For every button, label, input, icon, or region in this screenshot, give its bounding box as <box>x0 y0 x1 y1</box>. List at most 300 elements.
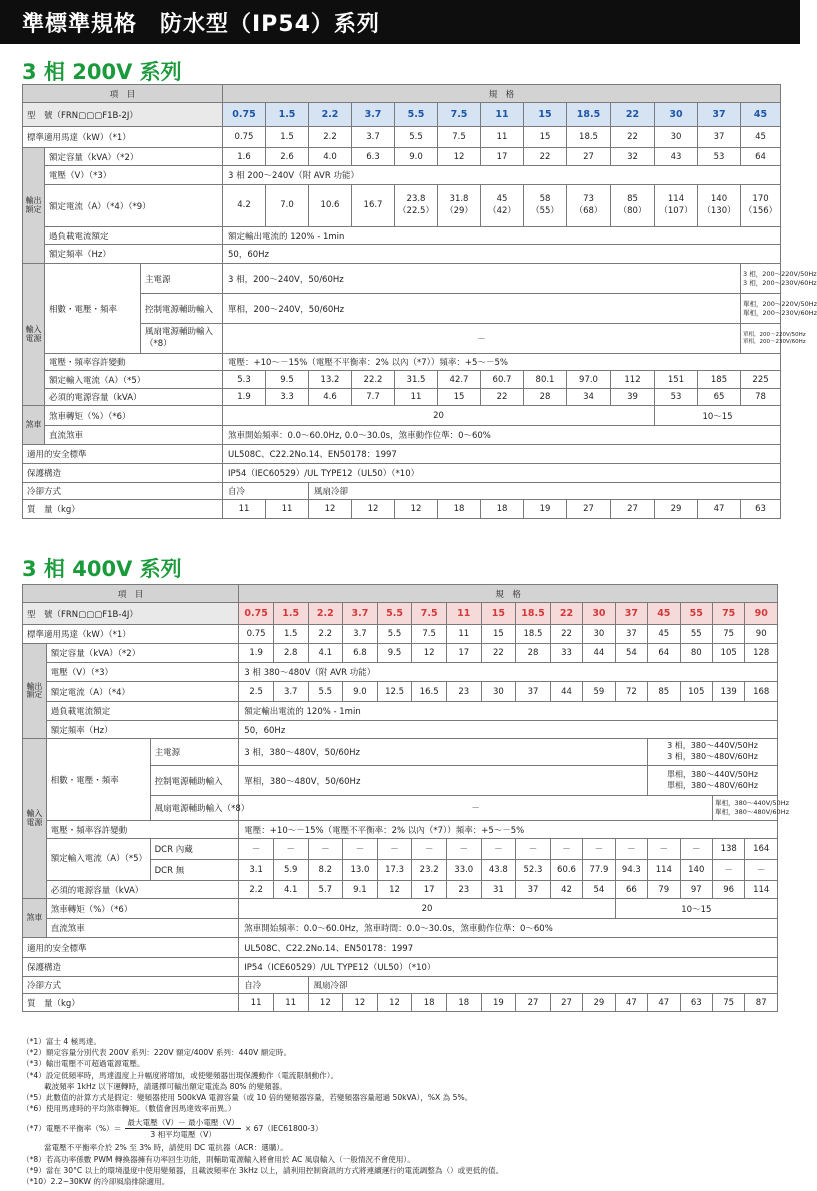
mass-cell: 18 <box>481 500 524 519</box>
current-cell: 23.8 （22.5） <box>395 185 438 227</box>
header-spec: 規 格 <box>239 585 778 603</box>
mass-cell: 27 <box>567 500 611 519</box>
motor-cell: 45 <box>741 127 781 148</box>
input-current-cell: 151 <box>655 371 698 389</box>
motor-cell: 18.5 <box>567 127 611 148</box>
model-cell: 7.5 <box>412 603 447 625</box>
motor-cell: 30 <box>583 625 615 644</box>
row-power-capacity <box>23 389 781 406</box>
capacity-cell: 2.8 <box>273 644 308 663</box>
row-tolerance <box>23 354 781 371</box>
power-cell: 1.9 <box>223 389 266 406</box>
power-cell: 17 <box>412 881 447 899</box>
footnote: （*1）富士 4 極馬達。 <box>22 1037 102 1046</box>
capacity-cell: 6.8 <box>343 644 378 663</box>
footnotes <box>22 1036 782 1187</box>
row-label: 冷卻方式 <box>23 483 223 500</box>
main-power-note: 3 相，380～440V/50Hz 3 相，380～480V/60Hz <box>648 739 778 766</box>
row-main-power <box>23 739 778 766</box>
input-current-cell: 9.5 <box>266 371 309 389</box>
dcr-in-cell: － <box>648 839 680 860</box>
model-cell: 7.5 <box>438 103 481 127</box>
current-cell: 168 <box>745 682 778 702</box>
current-cell: 72 <box>615 682 647 702</box>
model-cell: 30 <box>583 603 615 625</box>
model-cell: 37 <box>615 603 647 625</box>
overload-value: 額定輸出電流的 120% - 1min <box>239 702 778 721</box>
row-label-phase: 相數・電壓・頻率 <box>46 739 150 821</box>
spec-table-200v <box>22 84 817 519</box>
mass-cell: 27 <box>611 500 655 519</box>
motor-cell: 15 <box>524 127 567 148</box>
brake-torque-value: 20 <box>223 406 655 426</box>
row-label: 額定頻率（Hz） <box>45 245 223 264</box>
row-power-capacity <box>23 881 778 899</box>
protection-value: IP54（ICE60529）/UL TYPE12（UL50）（*10） <box>239 958 778 977</box>
dc-brake-value: 煞車開始頻率：0.0～60.0Hz, 0.0～30.0s，煞車動作位準：0～60% <box>223 426 781 445</box>
row-mass <box>23 500 781 519</box>
safety-value: UL508C、C22.2No.14、EN50178：1997 <box>239 938 778 958</box>
current-cell: 31.8 （29） <box>438 185 481 227</box>
footnote: （*10）2.2~30KW 的冷卻風扇排除適用。 <box>22 1177 170 1187</box>
mass-cell: 11 <box>273 994 308 1012</box>
model-cell: 1.5 <box>273 603 308 625</box>
input-current-cell: 97.0 <box>567 371 611 389</box>
input-current-cell: 112 <box>611 371 655 389</box>
row-model <box>23 103 781 127</box>
capacity-cell: 6.3 <box>352 148 395 166</box>
mass-cell: 29 <box>655 500 698 519</box>
input-current-cell: 80.1 <box>524 371 567 389</box>
model-cell: 11 <box>446 603 481 625</box>
current-cell: 3.7 <box>273 682 308 702</box>
overload-value: 額定輸出電流的 120% - 1min <box>223 227 781 245</box>
row-capacity <box>23 644 778 663</box>
motor-cell: 5.5 <box>377 625 412 644</box>
brake-torque-value: 10～15 <box>655 406 781 426</box>
safety-value: UL508C、C22.2No.14、EN50178：1997 <box>223 445 781 464</box>
group-label-brake: 煞車 <box>23 406 45 445</box>
row-mass <box>23 994 778 1012</box>
row-label: 電壓（V）（*3） <box>45 166 223 185</box>
current-cell: 59 <box>583 682 615 702</box>
model-cell: 5.5 <box>395 103 438 127</box>
dcr-in-cell: － <box>550 839 582 860</box>
mass-cell: 18 <box>446 994 481 1012</box>
row-current <box>23 185 781 227</box>
model-cell: 75 <box>712 603 744 625</box>
dcr-in-cell: － <box>239 839 274 860</box>
row-label: 主電源 <box>141 264 223 294</box>
dcr-none-cell: 77.9 <box>583 860 615 881</box>
dcr-none-cell: 5.9 <box>273 860 308 881</box>
row-label: 冷卻方式 <box>23 977 239 994</box>
section-title-400v: 3 相 400V 系列 <box>22 557 182 581</box>
protection-value: IP54（IEC60529）/UL TYPE12（UL50）（*10） <box>223 464 781 483</box>
row-label: 適用的安全標準 <box>23 938 239 958</box>
current-cell: 58 （55） <box>524 185 567 227</box>
row-overload <box>23 702 778 721</box>
input-current-cell: 185 <box>698 371 741 389</box>
frequency-value: 50，60Hz <box>223 245 781 264</box>
header-item: 項 目 <box>23 85 223 103</box>
row-label: 型 號（FRN▢▢▢F1B-4J） <box>23 603 239 625</box>
motor-cell: 11 <box>446 625 481 644</box>
row-input-current <box>23 371 781 389</box>
capacity-cell: 4.1 <box>308 644 343 663</box>
group-label-brake: 煞車 <box>23 899 47 938</box>
current-cell: 45 （42） <box>481 185 524 227</box>
mass-cell: 12 <box>377 994 412 1012</box>
model-cell: 45 <box>648 603 680 625</box>
motor-cell: 45 <box>648 625 680 644</box>
row-label: 標準適用馬達（kW）（*1） <box>23 625 239 644</box>
footnote: （*3）輸出電壓不可超過電源電壓。 <box>22 1059 145 1069</box>
model-cell: 22 <box>550 603 582 625</box>
model-cell: 30 <box>655 103 698 127</box>
input-current-cell: 42.7 <box>438 371 481 389</box>
row-label: 風扇電源輔助輸入（*8） <box>150 796 239 821</box>
power-cell: 53 <box>655 389 698 406</box>
dcr-none-cell: 140 <box>680 860 712 881</box>
row-tolerance <box>23 821 778 839</box>
mass-cell: 18 <box>412 994 447 1012</box>
dcr-in-cell: － <box>481 839 516 860</box>
aux-control-value: 單相，200～240V，50/60Hz <box>223 294 741 324</box>
dcr-none-cell: 23.2 <box>412 860 447 881</box>
current-cell: 16.7 <box>352 185 395 227</box>
dcr-in-cell: － <box>680 839 712 860</box>
motor-cell: 3.7 <box>352 127 395 148</box>
voltage-value: 3 相 380～480V（附 AVR 功能） <box>239 663 778 682</box>
row-label: 質 量（kg） <box>23 500 223 519</box>
input-current-cell: 5.3 <box>223 371 266 389</box>
aux-control-note: 單相，200～220V/50Hz 單相，200～230V/60Hz <box>741 294 781 324</box>
power-cell: 23 <box>446 881 481 899</box>
input-current-cell: 225 <box>741 371 781 389</box>
model-cell: 90 <box>745 603 778 625</box>
row-label: 額定輸入電流（A）（*5） <box>46 839 150 881</box>
input-current-cell: 60.7 <box>481 371 524 389</box>
motor-cell: 22 <box>611 127 655 148</box>
dcr-in-cell: 138 <box>712 839 744 860</box>
dcr-in-cell: － <box>583 839 615 860</box>
capacity-cell: 27 <box>567 148 611 166</box>
power-cell: 97 <box>680 881 712 899</box>
footnote: （*9）當在 30°C 以上的環境溫度中使用變頻器，且載波頻率在 3kHz 以上，請利用控制資訊的方式將連續運行的電流調整為（）或更低的值。 <box>22 1165 504 1175</box>
footnote-formula: （*7）電壓不平衡率（%）＝ $\frac{\text{最大電壓（V）－ 最小電壓（V）}}{\text{3 相平均電壓（V）}}$ × 67（IEC61800-3） <box>22 1117 323 1139</box>
model-cell: 18.5 <box>516 603 551 625</box>
current-cell: 37 <box>516 682 551 702</box>
capacity-cell: 2.6 <box>266 148 309 166</box>
row-label-phase: 相數・電壓・頻率 <box>45 264 141 354</box>
group-label-input: 輸入電源 <box>23 739 47 899</box>
motor-cell: 55 <box>680 625 712 644</box>
motor-cell: 37 <box>615 625 647 644</box>
dcr-in-cell: － <box>412 839 447 860</box>
formula-denominator: 3 相平均電壓（V） <box>150 1129 216 1139</box>
brake-torque-value: 20 <box>239 899 615 919</box>
group-label-output: 輸出額定 <box>23 148 45 264</box>
dcr-none-cell: 8.2 <box>308 860 343 881</box>
dcr-none-cell: 52.3 <box>516 860 551 881</box>
mass-cell: 63 <box>741 500 781 519</box>
current-cell: 4.2 <box>223 185 266 227</box>
group-label-input: 輸入電源 <box>23 264 45 406</box>
row-safety <box>23 445 781 464</box>
motor-cell: 2.2 <box>309 127 352 148</box>
row-label: 額定電流（A）（*4） <box>46 682 239 702</box>
motor-cell: 90 <box>745 625 778 644</box>
capacity-cell: 12 <box>412 644 447 663</box>
current-cell: 30 <box>481 682 516 702</box>
mass-cell: 12 <box>309 500 352 519</box>
model-cell: 15 <box>481 603 516 625</box>
mass-cell: 27 <box>550 994 582 1012</box>
footnote: （*5）此數值的計算方式是假定：變頻器使用 500kVA 電源容量（或 10 倍的變頻器容量，若變頻器容量超過 50kVA），%X 為 5%。 <box>22 1093 473 1103</box>
model-cell: 3.7 <box>343 603 378 625</box>
row-label: 必須的電源容量（kVA） <box>46 881 239 899</box>
dcr-in-cell: － <box>273 839 308 860</box>
row-brake-torque <box>23 406 781 426</box>
motor-cell: 11 <box>481 127 524 148</box>
row-capacity <box>23 148 781 166</box>
row-label: 額定電流（A）（*4）（*9） <box>45 185 223 227</box>
motor-cell: 2.2 <box>308 625 343 644</box>
row-label: 額定容量（kVA）（*2） <box>45 148 223 166</box>
capacity-cell: 17 <box>481 148 524 166</box>
footnote-continued: 載波頻率 1kHz 以下運轉時，請選擇可輸出額定電流為 80% 的變頻器。 <box>44 1081 287 1091</box>
motor-cell: 18.5 <box>516 625 551 644</box>
row-label: 額定容量（kVA）（*2） <box>46 644 239 663</box>
dcr-none-cell: － <box>745 860 778 881</box>
power-cell: 3.3 <box>266 389 309 406</box>
dcr-in-cell: － <box>516 839 551 860</box>
power-cell: 9.1 <box>343 881 378 899</box>
current-cell: 170 （156） <box>741 185 781 227</box>
current-cell: 23 <box>446 682 481 702</box>
header-item: 項 目 <box>23 585 239 603</box>
input-current-cell: 13.2 <box>309 371 352 389</box>
row-protection <box>23 464 781 483</box>
current-cell: 140 （130） <box>698 185 741 227</box>
row-label: 額定輸入電流（A）（*5） <box>45 371 223 389</box>
motor-cell: 22 <box>550 625 582 644</box>
dcr-none-cell: 3.1 <box>239 860 274 881</box>
row-brake-torque <box>23 899 778 919</box>
power-cell: 11 <box>395 389 438 406</box>
power-cell: 4.1 <box>273 881 308 899</box>
mass-cell: 47 <box>698 500 741 519</box>
capacity-cell: 9.5 <box>377 644 412 663</box>
capacity-cell: 80 <box>680 644 712 663</box>
row-label: 控制電源輔助輸入 <box>150 766 239 796</box>
row-label: 適用的安全標準 <box>23 445 223 464</box>
model-cell: 18.5 <box>567 103 611 127</box>
current-cell: 114 （107） <box>655 185 698 227</box>
aux-fan-note: 單相，200～220V/50Hz 單相，200～230V/60Hz <box>741 324 781 354</box>
motor-cell: 3.7 <box>343 625 378 644</box>
mass-cell: 12 <box>308 994 343 1012</box>
capacity-cell: 12 <box>438 148 481 166</box>
row-label: 煞車轉矩（%）（*6） <box>45 406 223 426</box>
model-cell: 11 <box>481 103 524 127</box>
capacity-cell: 32 <box>611 148 655 166</box>
page-title: 準標準規格 防水型（IP54）系列 <box>22 12 380 37</box>
power-cell: 4.6 <box>309 389 352 406</box>
row-label: 標準適用馬達（kW）（*1） <box>23 127 223 148</box>
model-cell: 5.5 <box>377 603 412 625</box>
power-cell: 65 <box>698 389 741 406</box>
power-cell: 96 <box>712 881 744 899</box>
mass-cell: 11 <box>223 500 266 519</box>
aux-fan-value: － <box>239 796 713 821</box>
mass-cell: 19 <box>481 994 516 1012</box>
row-label: 風扇電源輔助輸入（*8） <box>141 324 223 354</box>
row-sublabel: DCR 內藏 <box>150 839 239 860</box>
capacity-cell: 43 <box>655 148 698 166</box>
row-label: 直流煞車 <box>46 919 239 938</box>
mass-cell: 11 <box>266 500 309 519</box>
motor-cell: 7.5 <box>412 625 447 644</box>
motor-cell: 0.75 <box>223 127 266 148</box>
mass-cell: 12 <box>395 500 438 519</box>
tolerance-value: 電壓：+10～－15%（電壓不平衡率：2% 以內（*7））頻率：+5～－5% <box>223 354 781 371</box>
capacity-cell: 105 <box>712 644 744 663</box>
model-cell: 2.2 <box>308 603 343 625</box>
capacity-cell: 4.0 <box>309 148 352 166</box>
row-label: 電壓・頻率容許變動 <box>46 821 239 839</box>
row-label: 主電源 <box>150 739 239 766</box>
mass-cell: 19 <box>524 500 567 519</box>
current-cell: 7.0 <box>266 185 309 227</box>
dcr-in-cell: － <box>343 839 378 860</box>
voltage-value: 3 相 200～240V（附 AVR 功能） <box>223 166 781 185</box>
capacity-cell: 1.6 <box>223 148 266 166</box>
row-motor <box>23 127 781 148</box>
row-safety <box>23 938 778 958</box>
model-cell: 15 <box>524 103 567 127</box>
row-protection <box>23 958 778 977</box>
dcr-none-cell: 13.0 <box>343 860 378 881</box>
current-cell: 2.5 <box>239 682 274 702</box>
capacity-cell: 33 <box>550 644 582 663</box>
model-cell: 0.75 <box>223 103 266 127</box>
main-power-value: 3 相，200～240V，50/60Hz <box>223 264 741 294</box>
capacity-cell: 128 <box>745 644 778 663</box>
cooling-value: 自冷 <box>223 483 309 500</box>
power-cell: 5.7 <box>308 881 343 899</box>
row-dc-brake <box>23 426 781 445</box>
row-dcr-in <box>23 839 778 860</box>
aux-fan-value: － <box>223 324 741 354</box>
power-cell: 42 <box>550 881 582 899</box>
dcr-none-cell: 33.0 <box>446 860 481 881</box>
spec-table-400v <box>22 584 789 1012</box>
cooling-value: 風扇冷卻 <box>309 483 781 500</box>
motor-cell: 30 <box>655 127 698 148</box>
model-cell: 22 <box>611 103 655 127</box>
input-current-cell: 22.2 <box>352 371 395 389</box>
capacity-cell: 28 <box>516 644 551 663</box>
mass-cell: 12 <box>343 994 378 1012</box>
capacity-cell: 22 <box>481 644 516 663</box>
power-cell: 7.7 <box>352 389 395 406</box>
current-cell: 85 （80） <box>611 185 655 227</box>
row-model <box>23 603 778 625</box>
power-cell: 66 <box>615 881 647 899</box>
mass-cell: 29 <box>583 994 615 1012</box>
current-cell: 12.5 <box>377 682 412 702</box>
frequency-value: 50，60Hz <box>239 721 778 739</box>
header-spec: 規 格 <box>223 85 781 103</box>
row-motor <box>23 625 778 644</box>
aux-fan-note: 單相，380～440V/50Hz 單相，380～480V/60Hz <box>712 796 777 821</box>
main-power-note: 3 相，200～220V/50Hz 3 相，200～230V/60Hz <box>741 264 781 294</box>
motor-cell: 1.5 <box>273 625 308 644</box>
dcr-none-cell: 60.6 <box>550 860 582 881</box>
row-label: 保護構造 <box>23 958 239 977</box>
motor-cell: 75 <box>712 625 744 644</box>
row-label: 煞車轉矩（%）（*6） <box>46 899 239 919</box>
mass-cell: 12 <box>352 500 395 519</box>
current-cell: 16.5 <box>412 682 447 702</box>
row-frequency <box>23 245 781 264</box>
capacity-cell: 64 <box>741 148 781 166</box>
power-cell: 12 <box>377 881 412 899</box>
tolerance-value: 電壓：+10～－15%（電壓不平衡率：2% 以內（*7））頻率：+5～－5% <box>239 821 778 839</box>
row-main-power <box>23 264 781 294</box>
model-cell: 37 <box>698 103 741 127</box>
row-voltage <box>23 663 778 682</box>
current-cell: 139 <box>712 682 744 702</box>
mass-cell: 75 <box>712 994 744 1012</box>
power-cell: 114 <box>745 881 778 899</box>
dcr-none-cell: 94.3 <box>615 860 647 881</box>
motor-cell: 15 <box>481 625 516 644</box>
model-cell: 2.2 <box>309 103 352 127</box>
mass-cell: 18 <box>438 500 481 519</box>
motor-cell: 1.5 <box>266 127 309 148</box>
power-cell: 34 <box>567 389 611 406</box>
input-current-cell: 31.5 <box>395 371 438 389</box>
capacity-cell: 22 <box>524 148 567 166</box>
row-cooling <box>23 977 778 994</box>
mass-cell: 11 <box>239 994 274 1012</box>
current-cell: 105 <box>680 682 712 702</box>
power-cell: 2.2 <box>239 881 274 899</box>
row-frequency <box>23 721 778 739</box>
current-cell: 85 <box>648 682 680 702</box>
motor-cell: 5.5 <box>395 127 438 148</box>
group-label-output: 輸出額定 <box>23 644 47 739</box>
power-cell: 28 <box>524 389 567 406</box>
row-label: 直流煞車 <box>45 426 223 445</box>
row-overload <box>23 227 781 245</box>
row-label: 電壓（V）（*3） <box>46 663 239 682</box>
page-header <box>0 0 800 44</box>
dc-brake-value: 煞車開始頻率：0.0～60.0Hz，煞車時間：0.0～30.0s，煞車動作位準：0～60% <box>239 919 778 938</box>
power-cell: 54 <box>583 881 615 899</box>
row-label: 過負載電流額定 <box>46 702 239 721</box>
capacity-cell: 54 <box>615 644 647 663</box>
dcr-in-cell: 164 <box>745 839 778 860</box>
row-label: 必須的電源容量（kVA） <box>45 389 223 406</box>
mass-cell: 87 <box>745 994 778 1012</box>
power-cell: 39 <box>611 389 655 406</box>
model-cell: 55 <box>680 603 712 625</box>
dcr-in-cell: － <box>308 839 343 860</box>
